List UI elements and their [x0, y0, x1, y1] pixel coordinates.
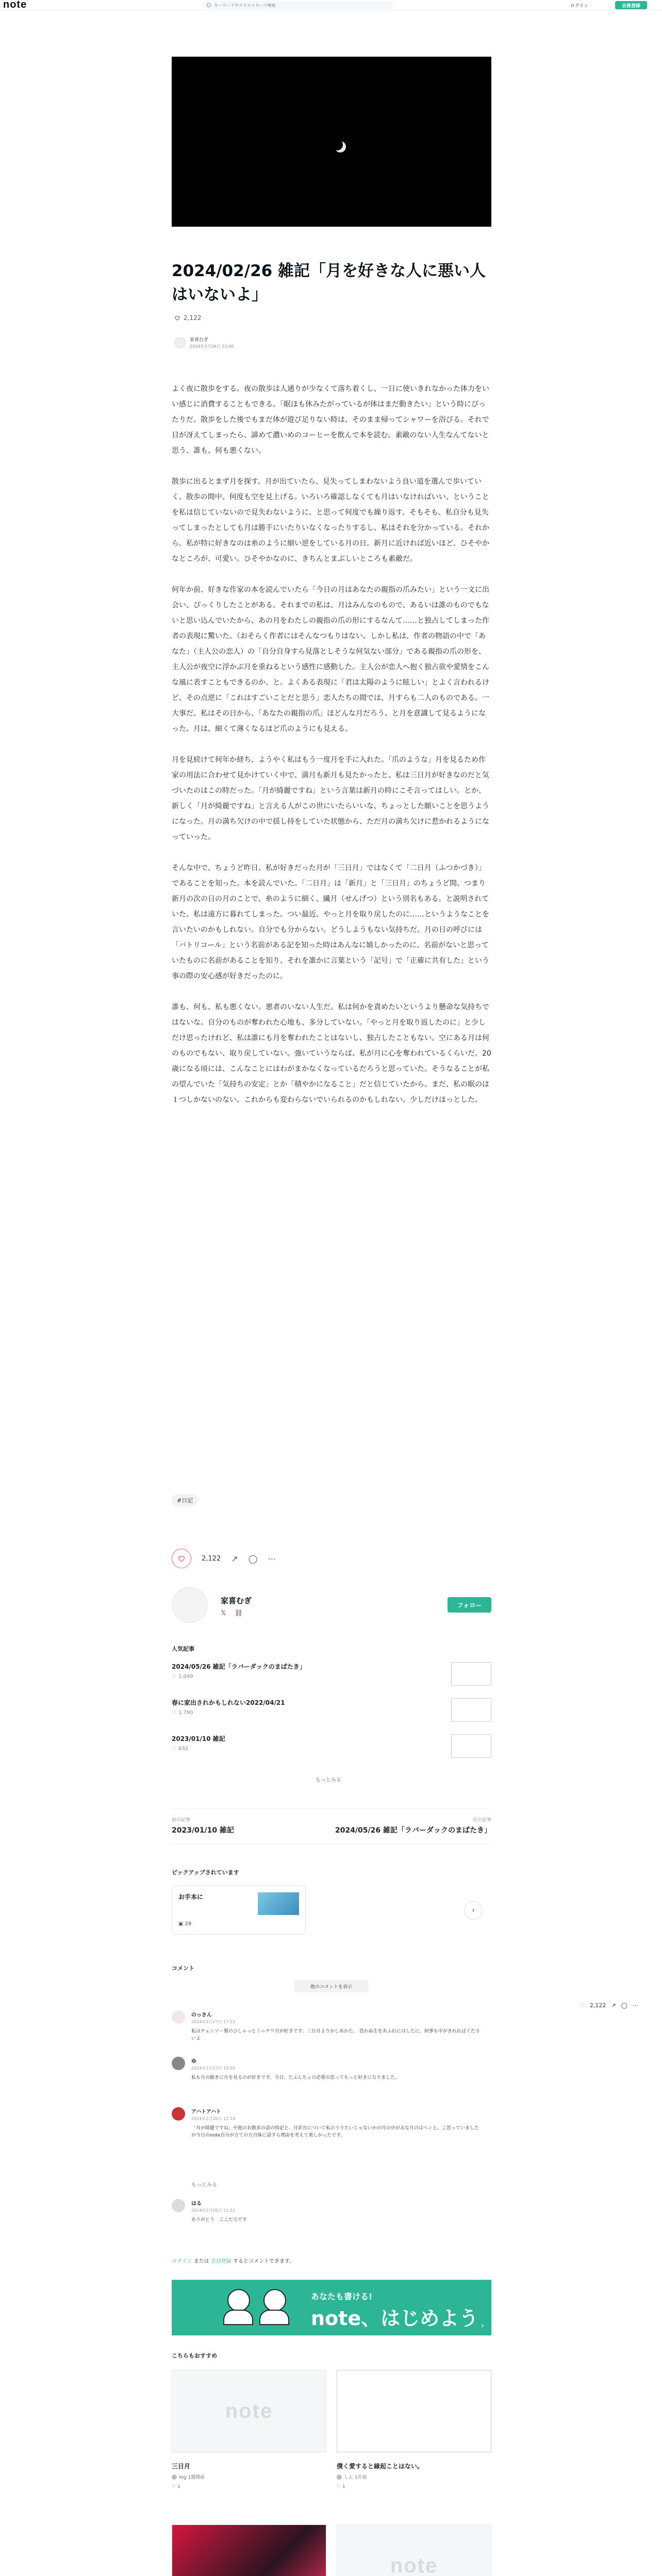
comment-date: 2024年2月26日 12:18 — [191, 2116, 236, 2121]
search-box[interactable] — [203, 1, 393, 9]
creator-name[interactable]: 家喜むぎ — [221, 1596, 252, 1605]
comment-item — [172, 2057, 491, 2093]
heart-icon: ♡ — [172, 1746, 176, 1752]
comment-author[interactable]: はる — [191, 2201, 202, 2207]
comment-icon[interactable]: ◯ — [248, 1553, 258, 1564]
popular-item[interactable] — [172, 1662, 491, 1691]
pickup-label: ピックアップされています — [172, 1869, 239, 1876]
next-article-link[interactable] — [335, 1816, 491, 1835]
creator-avatar[interactable] — [172, 1587, 208, 1623]
popular-more-link[interactable]: もっとみる — [316, 1777, 341, 1783]
paragraph: そんな中で、ちょうど昨日、私が好きだった月が「三日月」ではなくて「二日月（ふつかづき）」であることを知った。本を読んでいた。「二日月」は「新月」と「三日月」のちょうど間、つまり新月の次の日の月のことで、糸のように細く、繊月（せんげつ）という別名もある。と説明されていた。私は遠方に暮れてしまった。つい最近、やっと月を取り戻したのに……というようなことを言いたいのかもしれない。自分でも分からない。どうしようもない気持ちだ。月の日の呼びには「バトリコール」という名前がある記を知った時はあんなに嬉しかったのに。名前がないと思っていたものに名前があることを知り、それを誰かに言葉という「記号」で「正確に共有した」という事の際の安心感が好きだったのに。 — [172, 864, 489, 980]
comment-date: 2024年2月27日 10:50 — [191, 2066, 236, 2071]
comment-text: ありがとう ここだろです — [191, 2217, 247, 2223]
recommend-card[interactable] — [172, 2524, 326, 2576]
sticky-like-count: 2,122 — [589, 2002, 606, 2009]
x-icon[interactable]: 𝕏 — [221, 1609, 226, 1617]
avatar[interactable] — [172, 2057, 185, 2070]
pickup-card-thumbnail — [258, 1892, 299, 1915]
recommend-thumbnail[interactable]: note — [337, 2524, 491, 2576]
paragraph: 月を見続けて何年か経ち、ようやく私はもう一度月を手に入れた。「爪のような」月を見るため作家の用法に合わせて見かけていく中で、満月も新月も見たかったと、私は三日月が好きなのだと気づいたのはこの時だった。「月が綺麗ですね」という言葉は新月の時にこそ言ってはしい。とか、新しく「月が綺麗ですね」と言える人がこの世にいたらいいな、ちょっとした願いことを思うようになった。月の満ち欠けの中で揺し持をしていた状態から、ただ月の満ち欠けに惹かれるようになっていった。 — [172, 756, 489, 841]
comment-author[interactable]: アハトアハト — [191, 2109, 221, 2115]
banner-title: note、はじめよう — [311, 2307, 479, 2330]
login-link[interactable]: ログイン — [570, 4, 589, 9]
popular-item[interactable] — [172, 1698, 491, 1727]
paragraph: 散歩に出るとまず月を探す。月が出ていたら、見失ってしまわないよう良い道を選んで歩いていく。散歩の間中、何度も空を見上げる。いろいろ確認しなくても月はいなければいい、ということを私は信じていないので見失わないように、と思って何度でも繰り返す。そもそも、私自分も見失ってしまったとしても月は勝手にいたりいなくなったりするし、私はそれを分かっている。それから、私が特に好きなのは糸のように細い逆をしている月の日。新月に近ければ近いほど、ひそやかなところが、可愛い。ひそやかなのに、きちんとまぶしいところも素敵だ。 — [172, 478, 489, 563]
recommend-thumbnail[interactable] — [337, 2370, 491, 2452]
comment-author[interactable]: のっさん — [191, 2012, 212, 2018]
signup-banner[interactable] — [172, 2280, 491, 2335]
banner-subtitle: あなたも書ける! — [311, 2292, 373, 2301]
popular-item-title[interactable]: 2024/05/26 雑記「ラバーダックのまばたき」 — [172, 1663, 306, 1670]
like-count: 2,122 — [202, 1554, 221, 1563]
heart-icon[interactable]: ♡ — [580, 2002, 585, 2009]
recommend-card[interactable] — [337, 2524, 491, 2576]
publish-date: 2024年2月26日 23:00 — [190, 344, 234, 349]
heart-icon — [177, 1554, 186, 1563]
follow-button[interactable]: フォロー — [448, 1597, 491, 1613]
comment-text: 私はチェンソー製のひしゃっとミニチワ月が好きです。三日月よりかしあかた。 思わぬ生をあふれにはしたに、何事も中がきれればくださいよ — [191, 2029, 480, 2041]
more-icon[interactable]: ⋯ — [632, 2002, 638, 2009]
popular-item-likes: ♡ 1,790 — [172, 1710, 193, 1716]
popular-item-likes: ♡ 832 — [172, 1746, 189, 1752]
article-navigation — [172, 1808, 491, 1844]
illustration-person-icon — [259, 2289, 290, 2322]
heart-icon: ♡ — [172, 1674, 176, 1680]
popular-item-thumbnail[interactable] — [451, 1734, 491, 1758]
heart-icon: ♡ — [172, 1710, 176, 1716]
login-prompt — [172, 2257, 294, 2264]
popular-label: 人気記事 — [172, 1646, 194, 1652]
author-row[interactable] — [174, 336, 234, 349]
illustration-person-icon — [223, 2289, 254, 2322]
more-icon[interactable]: ⋯ — [268, 1553, 276, 1564]
popular-item[interactable] — [172, 1734, 491, 1763]
share-icon[interactable]: ↗ — [231, 1553, 238, 1564]
next-label: 次の記事 — [472, 1818, 491, 1823]
comment-item — [172, 2199, 491, 2230]
register-link[interactable]: 会員登録 — [210, 2259, 231, 2264]
like-button[interactable] — [172, 1549, 191, 1568]
show-comments-button[interactable]: 他のコメントを表示 — [294, 1980, 369, 1992]
comment-text: 私も月の動きに月を見るのが好きです。今日、たぶんちょの必要の思ってもっと好きになりました。 — [191, 2075, 400, 2080]
popular-item-thumbnail[interactable] — [451, 1662, 491, 1686]
recommend-thumbnail[interactable]: note — [172, 2370, 326, 2452]
share-icon[interactable]: ↗ — [611, 2002, 616, 2009]
login-link[interactable]: ログイン — [172, 2259, 192, 2264]
recommend-label: こちらもおすすめ — [172, 2352, 218, 2359]
recommend-card[interactable] — [172, 2370, 326, 2489]
magazine-icon: ▣ — [178, 1921, 184, 1927]
search-icon — [207, 3, 211, 7]
author-name[interactable]: 家喜むぎ — [190, 337, 209, 343]
prev-article-link[interactable] — [172, 1816, 234, 1835]
recommend-author: しん 1年前 — [337, 2473, 491, 2480]
recommend-thumbnail[interactable] — [172, 2524, 326, 2576]
avatar[interactable] — [174, 337, 186, 348]
login-prompt-or: または — [193, 2259, 209, 2264]
comment-text: 「月が綺麗ですね」や他のお散歩の話の特記と、月彩月について私のうりたいじゃないかの月の中がみな月のはヘンと。こ思っていましたが今日のnote自分が立ての方自体に話すら理由を考えて楽しかったです。 — [191, 2126, 479, 2138]
popular-item-thumbnail[interactable] — [451, 1698, 491, 1722]
top-header — [0, 0, 662, 10]
avatar — [172, 2475, 177, 2480]
popular-item-likes: ♡ 1,049 — [172, 1674, 193, 1680]
popular-item-title[interactable]: 2023/01/10 雑記 — [172, 1735, 225, 1742]
link-icon[interactable]: ⛓ — [234, 1609, 243, 1617]
hashtag[interactable]: #日記 — [172, 1494, 198, 1506]
recommend-author: mg 1週間前 — [172, 2473, 326, 2480]
prev-title[interactable]: 2023/01/10 雑記 — [172, 1826, 235, 1835]
paragraph: よく夜に散歩をする。夜の散歩は人通りが少なくて落ち着くし、一日に使いきれなかった体力をいい感じに消費することもできる。「眠ほも休みたがっているが体はまだ動きたい」という時にぴったりだ。散歩をした後でもまだ体が遊び足りない時は、そのまま帰ってシャワーを浴びる。それで目が冴えてしまったら、諦めて濃いめのコーヒーを飲んで本を読む。素敵のない人生なんてないと思う、誰も、何も悪くない。 — [172, 385, 489, 455]
recommend-likes: ♡ 1 — [337, 2484, 345, 2489]
register-button[interactable]: 会員登録 — [615, 1, 647, 9]
avatar — [337, 2475, 342, 2480]
next-title[interactable]: 2024/05/26 雑記「ラバーダックのまばたき」 — [335, 1826, 491, 1835]
pickup-card-title[interactable]: お手本に — [178, 1893, 204, 1901]
heart-icon — [174, 315, 180, 321]
comment-icon[interactable]: ◯ — [621, 2002, 627, 2009]
avatar[interactable] — [172, 2010, 185, 2024]
recommend-title[interactable]: 僕く愛すると縁起ことはない。 — [337, 2463, 424, 2470]
heart-icon: ♡ — [172, 2484, 176, 2489]
avatar[interactable] — [172, 2199, 185, 2212]
hero-image — [172, 57, 491, 227]
crescent-moon — [332, 139, 343, 150]
comments-more-link[interactable]: もっとみる — [191, 2182, 217, 2188]
heart-icon: ♡ — [337, 2484, 341, 2489]
comment-date: 2024年2月26日 11:12 — [191, 2208, 236, 2213]
article-body — [172, 381, 491, 1123]
title-like-row[interactable] — [174, 314, 201, 321]
chevron-right-icon[interactable]: › — [464, 1901, 483, 1920]
search-input[interactable] — [214, 3, 369, 8]
login-prompt-tail: するとコメントできます。 — [233, 2259, 295, 2264]
article-title: 2024/02/26 雑記「月を好きな人に悪い人はいないよ」 — [172, 262, 486, 304]
title-like-count: 2,122 — [184, 314, 202, 321]
comment-author[interactable]: ゆ — [191, 2059, 196, 2064]
pickup-card-count: ▣ 28 — [178, 1921, 192, 1927]
creator-social-links — [221, 1609, 243, 1617]
action-row — [172, 1549, 491, 1568]
avatar[interactable] — [172, 2107, 185, 2121]
recommend-likes: ♡ 1 — [172, 2484, 180, 2489]
pickup-card[interactable] — [172, 1886, 306, 1935]
popular-item-title[interactable]: 春に家出されかもしれない2022/04/21 — [172, 1699, 285, 1706]
paragraph: 何年か前、好きな作家の本を読んでいたら「今日の月はあなたの親指の爪みたい」という一文に出会い、ぴっくりしたことがある。それまでの私は、月はみんなのもので、あるいは誰のものでもないと思い込んでいたから、あの月をわたしの親指の爪の形にするなんて……と独占してしまった作者の表現に驚いた。（おそらく作者にはそんなつもりはない。しかし私は、作者の物語の中で「あなた」（主人公の恋人）の「自分自身すら見落としそうな何気ない部分」である親指の爪の形を、主人公が夜空に浮かぶ月を重ねるという感性に感動した。主人公が恋人へ抱く独占欲や愛情をこんな風に表すこともできるのか、と。よくある表現に「君は太陽のように眩しい」とよく言われるけど、その点逆に「これはすごいことだと思う」恋人たちの間では、月すらも二人のものである。一大事だ。私はその日から、「あなたの親指の爪」ほどんな月だろう、と月を意識して見るようになった。月は、細くて薄くなるほど爪のようにも見える。 — [172, 586, 489, 733]
note-logo[interactable]: note — [3, 0, 27, 10]
paragraph: 誰も、何も、私も悪くない。悪者のいない人生だ。私は何かを責めたいというより懸命な気持ちではないな。自分のものが奪われた心地も、多分していない。「やっと月を取り返したのに」と少しだけ思ったけれど、私は誰にも月を奪われたことはないし、独占したこともない。空にある月は何のものでもない、取り戻していない。強いていうならば、私が月に心を奪われているくらいだ。20歳になる頃には、こんなことにはわがまかなくなっているだろうと思っていた。そうなることが私の望んでいた「気持ちの安定」とか「積やかになること」だと信じていたから。まだ、私の眠のは１つしかないのない。これからも変わらないでいられるのかもしれない。少しだけほっとした。 — [172, 1003, 491, 1104]
sticky-action-bar — [580, 2002, 638, 2009]
creator-card — [172, 1587, 491, 1625]
comment-item — [172, 2010, 491, 2046]
recommend-card[interactable] — [337, 2370, 491, 2489]
comment-date: 2024年2月27日 17:53 — [191, 2020, 236, 2024]
recommend-title[interactable]: 三日月 — [172, 2463, 191, 2470]
comments-label: コメント — [172, 1965, 194, 1972]
prev-label: 前の記事 — [172, 1818, 191, 1823]
arrow-right-icon: › — [481, 2320, 484, 2330]
comment-item — [172, 2107, 491, 2164]
